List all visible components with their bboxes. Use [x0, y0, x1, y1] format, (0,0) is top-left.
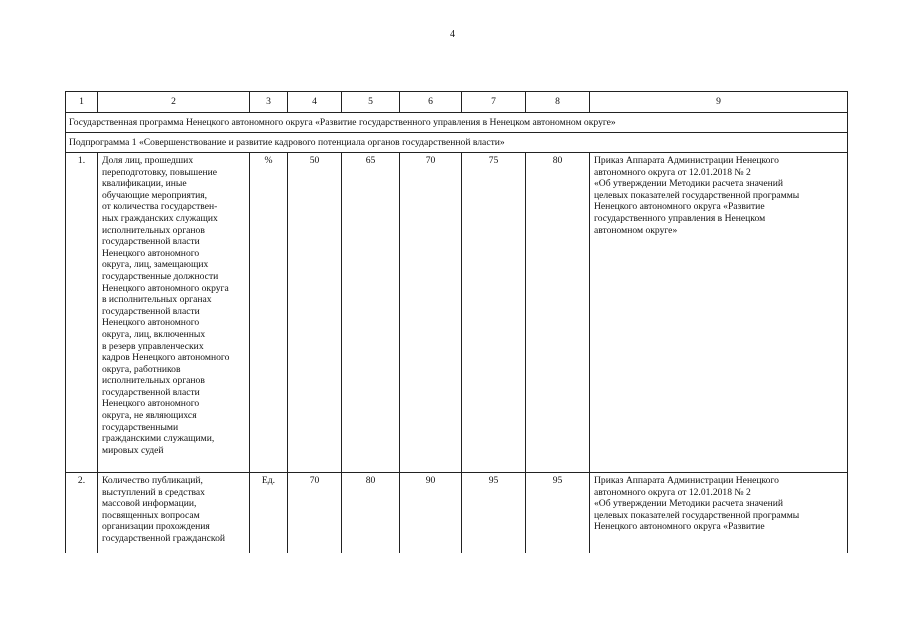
value-cell: 80: [526, 153, 590, 473]
text-line: посвященных вопросам: [102, 509, 200, 521]
text-line: государственной власти: [102, 305, 200, 317]
text-line: Ненецкого автономного округа «Развитие: [594, 201, 765, 213]
source-document: [590, 153, 848, 473]
value-cell: 95: [462, 473, 526, 554]
source-document: [590, 473, 848, 554]
text-line: массовой информации,: [102, 498, 197, 510]
value-cell: 65: [342, 153, 400, 473]
unit-cell: %: [250, 153, 288, 473]
text-line: исполнительных органов: [102, 224, 205, 236]
unit-cell: Ед.: [250, 473, 288, 554]
text-line: Приказ Аппарата Администрации Ненецкого: [594, 155, 779, 166]
text-line: квалификации, иные: [102, 178, 187, 190]
value-cell: 70: [400, 153, 462, 473]
indicator-description: [98, 153, 250, 473]
text-line: округа, лиц, замещающих: [102, 259, 209, 271]
text-line: государственной власти: [102, 386, 200, 398]
text-line: государственной гражданской: [102, 532, 226, 544]
text-line: автономном округе»: [594, 224, 678, 236]
row-number: 1.: [66, 153, 98, 473]
value-cell: 80: [342, 473, 400, 554]
indicator-description: [98, 473, 250, 554]
text-line: исполнительных органов: [102, 375, 205, 387]
text-line: государственной власти: [102, 236, 200, 248]
table-row: [66, 473, 848, 554]
text-line: выступлений в средствах: [102, 486, 205, 498]
header-cell: 1: [66, 92, 98, 113]
value-cell: 90: [400, 473, 462, 554]
program-title: Государственная программа Ненецкого автономного округа «Развитие государственного управления в Ненецком автономном округе»: [66, 113, 848, 133]
text-line: Ненецкого автономного: [102, 398, 200, 410]
text-line: целевых показателей государственной программы: [594, 189, 800, 201]
value-cell: 75: [462, 153, 526, 473]
text-line: государственные должности: [102, 270, 219, 282]
text-line: ных гражданских служащих: [102, 212, 218, 224]
text-line: целевых показателей государственной программы: [594, 509, 800, 521]
text-line: обучающие мероприятия,: [102, 189, 208, 201]
text-line: переподготовку, повышение: [102, 166, 217, 178]
header-cell: 6: [400, 92, 462, 113]
header-cell: 7: [462, 92, 526, 113]
text-line: Ненецкого автономного округа «Развитие: [594, 521, 765, 533]
header-cell: 3: [250, 92, 288, 113]
text-line: автономного округа от 12.01.2018 № 2: [594, 486, 751, 498]
text-line: «Об утверждении Методики расчета значений: [594, 178, 784, 190]
text-line: кадров Ненецкого автономного: [102, 352, 230, 364]
text-line: государственного управления в Ненецком: [594, 212, 766, 224]
value-cell: 70: [288, 473, 342, 554]
text-line: автономного округа от 12.01.2018 № 2: [594, 166, 751, 178]
value-cell: 95: [526, 473, 590, 554]
header-cell: 2: [98, 92, 250, 113]
text-line: гражданскими служащими,: [102, 433, 215, 445]
table-header-row: [66, 92, 848, 113]
header-cell: 4: [288, 92, 342, 113]
text-line: «Об утверждении Методики расчета значений: [594, 498, 784, 510]
value-cell: 50: [288, 153, 342, 473]
text-line: в исполнительных органах: [102, 294, 212, 306]
program-title-row: [66, 113, 848, 133]
text-line: мировых судей: [102, 444, 164, 456]
page-number: 4: [450, 29, 455, 40]
text-line: Приказ Аппарата Администрации Ненецкого: [594, 475, 779, 486]
text-line: Ненецкого автономного округа: [102, 282, 229, 294]
subprogram-title-row: [66, 133, 848, 153]
text-line: Ненецкого автономного: [102, 247, 200, 259]
indicators-table: [65, 91, 848, 553]
subprogram-title: Подпрограмма 1 «Совершенствование и развитие кадрового потенциала органов государственной власти»: [66, 133, 848, 153]
text-line: организации прохождения: [102, 521, 210, 533]
header-cell: 5: [342, 92, 400, 113]
text-line: в резерв управленческих: [102, 340, 204, 352]
text-line: округа, лиц, включенных: [102, 328, 206, 340]
table-row: [66, 153, 848, 473]
text-line: округа, работников: [102, 363, 181, 375]
text-line: округа, не являющихся: [102, 410, 197, 422]
text-line: государственными: [102, 421, 179, 433]
row-number: 2.: [66, 473, 98, 554]
header-cell: 8: [526, 92, 590, 113]
text-line: от количества государствен-: [102, 201, 218, 213]
text-line: Ненецкого автономного: [102, 317, 200, 329]
header-cell: 9: [590, 92, 848, 113]
text-line: Количество публикаций,: [102, 475, 203, 486]
text-line: Доля лиц, прошедших: [102, 155, 194, 166]
